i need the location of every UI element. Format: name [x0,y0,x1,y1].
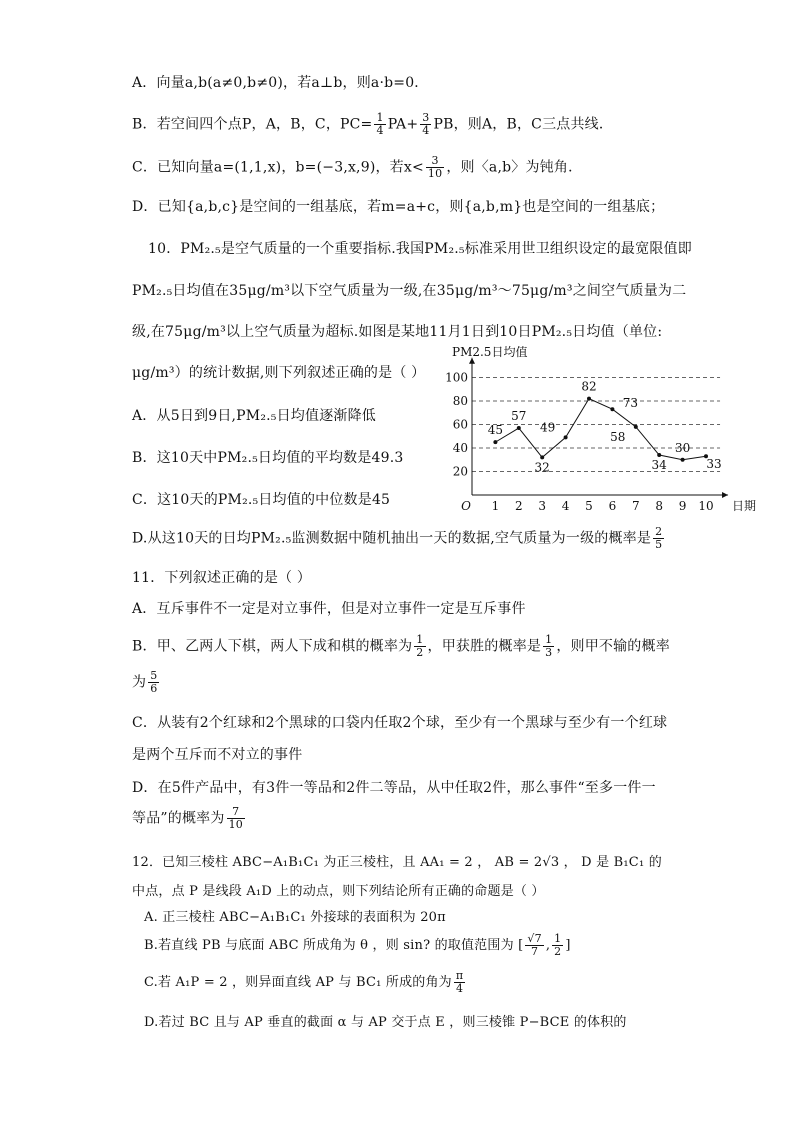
q11-option-c-line1: C．从装有2个红球和2个黑球的口袋内任取2个球，至少有一个黑球与至少有一个红球 [132,715,668,731]
x-tick-label-4: 4 [561,499,570,513]
y-tick-label-80: 80 [452,394,468,408]
data-label-6: 73 [622,396,639,411]
q10-stem-line1: 10．PM₂.₅是空气质量的一个重要指标.我国PM₂.₅标准采用世卫组织设定的最宽限值即 [148,241,692,257]
q10-stem-line4: μg/m³）的统计数据,则下列叙述正确的是（ ） [132,365,426,381]
data-label-8: 34 [651,458,667,473]
data-point-1 [493,440,497,444]
q9-option-b-frac2: $\frac{3}{4}$ [422,111,430,137]
q10-option-c: C．这10天的PM₂.₅日均值的中位数是45 [132,492,391,508]
data-point-9 [681,458,685,462]
x-tick-label-9: 9 [678,499,687,513]
q11-option-b-mid: ，甲获胜的概率是 [427,638,542,655]
q12-option-b-frac1: $\frac{√7}{7}$ [527,932,542,958]
data-label-7: 58 [610,429,626,444]
q11-option-b-post: ，则甲不输的概率 [556,638,670,655]
q9-option-b-pre: B．若空间四个点P，A，B，C，PC= [132,116,373,133]
x-tick-label-2: 2 [514,499,523,513]
data-point-2 [517,426,521,430]
x-tick-label-3: 3 [538,499,547,513]
q12-option-b-pre: B.若直线 PB 与底面 ABC 所成角为 θ ，则 sin? 的取值范围为 [ [144,938,524,953]
q11-option-b-pre: B．甲、乙两人下棋，两人下成和棋的概率为 [132,638,413,655]
chart-labels [445,344,756,513]
q10-option-b: B．这10天中PM₂.₅日均值的平均数是49.3 [132,450,404,466]
q10-option-d [132,526,666,551]
q9-option-b-mid: PA+ [387,116,419,133]
q12-option-a: A. 正三棱柱 ABC−A₁B₁C₁ 外接球的表面积为 20π [144,910,446,925]
y-tick-label-40: 40 [452,441,468,455]
q9-option-c-pre: C．已知向量a=(1,1,x)，b=(−3,x,9)，若x< [132,159,424,176]
q11-option-b [132,634,670,659]
q9-option-b-post: PB，则A，B，C三点共线． [433,116,614,133]
x-tick-label-1: 1 [491,499,500,513]
y-tick-label-100: 100 [445,370,468,385]
pm25-line-chart [440,340,757,515]
x-axis-title: 日期 [732,499,757,513]
q10-option-a: A．从5日到9日,PM₂.₅日均值逐渐降低 [132,408,377,424]
x-tick-label-5: 5 [585,499,593,513]
q11-option-d-line1: D．在5件产品中，有3件一等品和2件二等品，从中任取2件，那么事件“至多一件一 [132,780,656,796]
data-point-4 [564,435,568,439]
q10-option-d-pre: D.从这10天的日均PM₂.₅监测数据中随机抽出一天的数据,空气质量为一级的概率是 [132,530,652,547]
data-point-5 [587,397,591,401]
data-point-6 [610,407,614,411]
y-tick-label-60: 60 [452,417,468,432]
q10-stem-line2: PM₂.₅日均值在35μg/m³以下空气质量为一级,在35μg/m³～75μg/m³之间空气质量为二 [132,283,687,299]
data-point-3 [540,455,544,459]
q12-stem-line1: 12．已知三棱柱 ABC−A₁B₁C₁ 为正三棱柱，且 AA₁ = 2 ， AB = 2√3 ， D 是 B₁C₁ 的 [132,855,662,870]
q11-option-d2-frac: $\frac{7}{10}$ [228,805,243,831]
data-point-7 [634,425,638,429]
q9-option-b [132,112,613,137]
x-axis-arrow [722,492,728,498]
q9-option-c [132,155,582,180]
chart-title: PM2.5日均值 [452,344,528,359]
q12-option-b [144,933,571,958]
y-tick-label-20: 20 [452,464,468,479]
q12-stem-line2: 中点，点 P 是线段 A₁D 上的动点，则下列结论所有正确的命题是（ ） [132,884,545,899]
data-label-4: 49 [539,420,556,435]
q12-option-c-pre: C.若 A₁P = 2 ，则异面直线 AP 与 BC₁ 所成的角为 [144,975,452,990]
data-label-1: 45 [487,423,504,438]
q12-option-b-post: ] [565,938,571,953]
x-tick-label-7: 7 [631,499,640,513]
q11-option-d-line2 [132,806,247,831]
q11-option-b-frac2: $\frac{1}{3}$ [545,633,553,659]
origin-label: O [461,499,471,513]
q11-option-d2-pre: 等品”的概率为 [132,810,225,827]
q12-option-c [144,970,467,995]
q11-option-b2-pre: 为 [132,674,147,691]
q11-stem: 11．下列叙述正确的是（ ） [132,570,312,586]
q9-option-a: A．向量a,b(a≠0,b≠0)，若a⊥b，则a·b=0． [132,75,429,91]
q11-option-b-line2 [132,670,161,695]
data-label-3: 32 [534,460,550,475]
data-label-2: 57 [511,409,527,424]
x-tick-label-6: 6 [608,499,617,513]
q12-option-d: D.若过 BC 且与 AP 垂直的截面 α 与 AP 交于点 E ，则三棱锥 P−BCE 的体积的 [144,1015,627,1030]
q11-option-b-frac1: $\frac{1}{2}$ [416,633,424,659]
data-label-5: 82 [581,379,597,394]
data-label-9: 30 [674,440,691,455]
chart-axes [469,358,728,498]
q11-option-b2-frac: $\frac{5}{6}$ [150,669,158,695]
q12-option-c-frac: $\frac{\pi}{4}$ [455,969,464,995]
q12-option-b-frac2: $\frac{1}{2}$ [554,932,562,958]
x-tick-label-8: 8 [655,499,664,513]
q9-option-c-post: ，则〈a,b〉为钝角． [446,159,583,176]
data-point-8 [657,453,661,457]
q10-option-d-frac: $\frac{2}{5}$ [655,525,663,551]
data-label-10: 33 [706,457,722,472]
q11-option-c-line2: 是两个互斥而不对立的事件 [132,747,303,763]
q9-option-b-frac1: $\frac{1}{4}$ [376,111,384,137]
q9-option-c-frac: $\frac{3}{10}$ [427,154,443,180]
x-tick-label-10: 10 [698,499,714,513]
q9-option-d: D．已知{a,b,c}是空间的一组基底，若m=a+c，则{a,b,m}也是空间的一组基底； [132,199,665,215]
q11-option-a: A．互斥事件不一定是对立事件，但是对立事件一定是互斥事件 [132,601,526,617]
q12-option-b-sep: , [545,938,551,953]
q10-stem-line3: 级,在75μg/m³以上空气质量为超标.如图是某地11月1日到10日PM₂.₅日均值（单位: [132,324,663,340]
